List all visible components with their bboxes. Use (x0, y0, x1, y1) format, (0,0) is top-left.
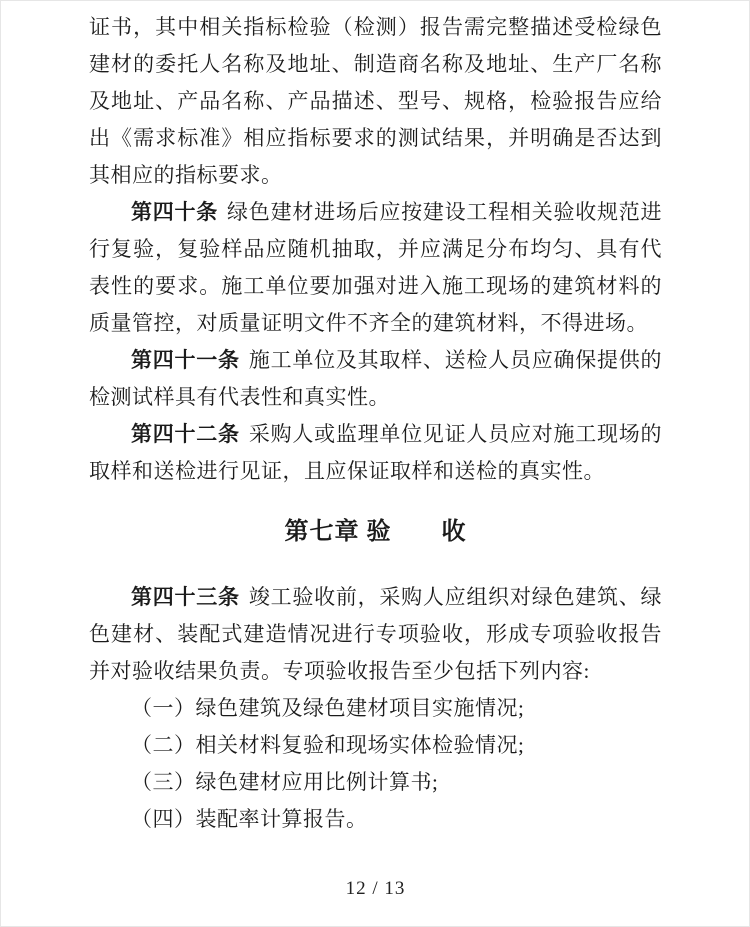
article-40 (89, 194, 662, 342)
page-number: 12 / 13 (345, 878, 406, 899)
article-41 (89, 342, 662, 416)
list-item-4: （四）装配率计算报告。 (131, 807, 368, 831)
article-40-text: 绿色建材进场后应按建设工程相关验收规范进行复验，复验样品应随机抽取，并应满足分布均匀、具有代表性的要求。施工单位要加强对进入施工现场的建筑材料的质量管控，对质量证明文件不齐全的建筑材料，不得进场。 (89, 200, 663, 335)
article-41-text: 施工单位及其取样、送检人员应确保提供的检测试样具有代表性和真实性。 (89, 348, 663, 409)
intro-paragraph: 证书，其中相关指标检验（检测）报告需完整描述受检绿色建材的委托人名称及地址、制造商名称及地址、生产厂名称及地址、产品名称、产品描述、型号、规格，检验报告应给出《需求标准》相应指标要求的测试结果，并明确是否达到其相应的指标要求。 (89, 15, 662, 187)
chapter-heading: 第七章 验 收 (284, 519, 467, 545)
article-41-label: 第四十一条 (131, 348, 240, 372)
list-item-3: （三）绿色建材应用比例计算书; (131, 770, 439, 794)
article-43 (89, 579, 662, 690)
article-43-label: 第四十三条 (131, 585, 240, 609)
article-42-text: 采购人或监理单位见证人员应对施工现场的取样和送检进行见证，且应保证取样和送检的真实性。 (89, 422, 663, 483)
acceptance-report-list (89, 690, 662, 838)
document-content (1, 1, 749, 900)
list-item-1: （一）绿色建筑及绿色建材项目实施情况; (131, 696, 525, 720)
article-42-label: 第四十二条 (131, 422, 240, 446)
list-item-2: （二）相关材料复验和现场实体检验情况; (131, 733, 525, 757)
article-40-label: 第四十条 (131, 200, 219, 224)
article-43-text: 竣工验收前，采购人应组织对绿色建筑、绿色建材、装配式建造情况进行专项验收，形成专项验收报告并对验收结果负责。专项验收报告至少包括下列内容: (89, 585, 663, 683)
article-42 (89, 416, 662, 490)
